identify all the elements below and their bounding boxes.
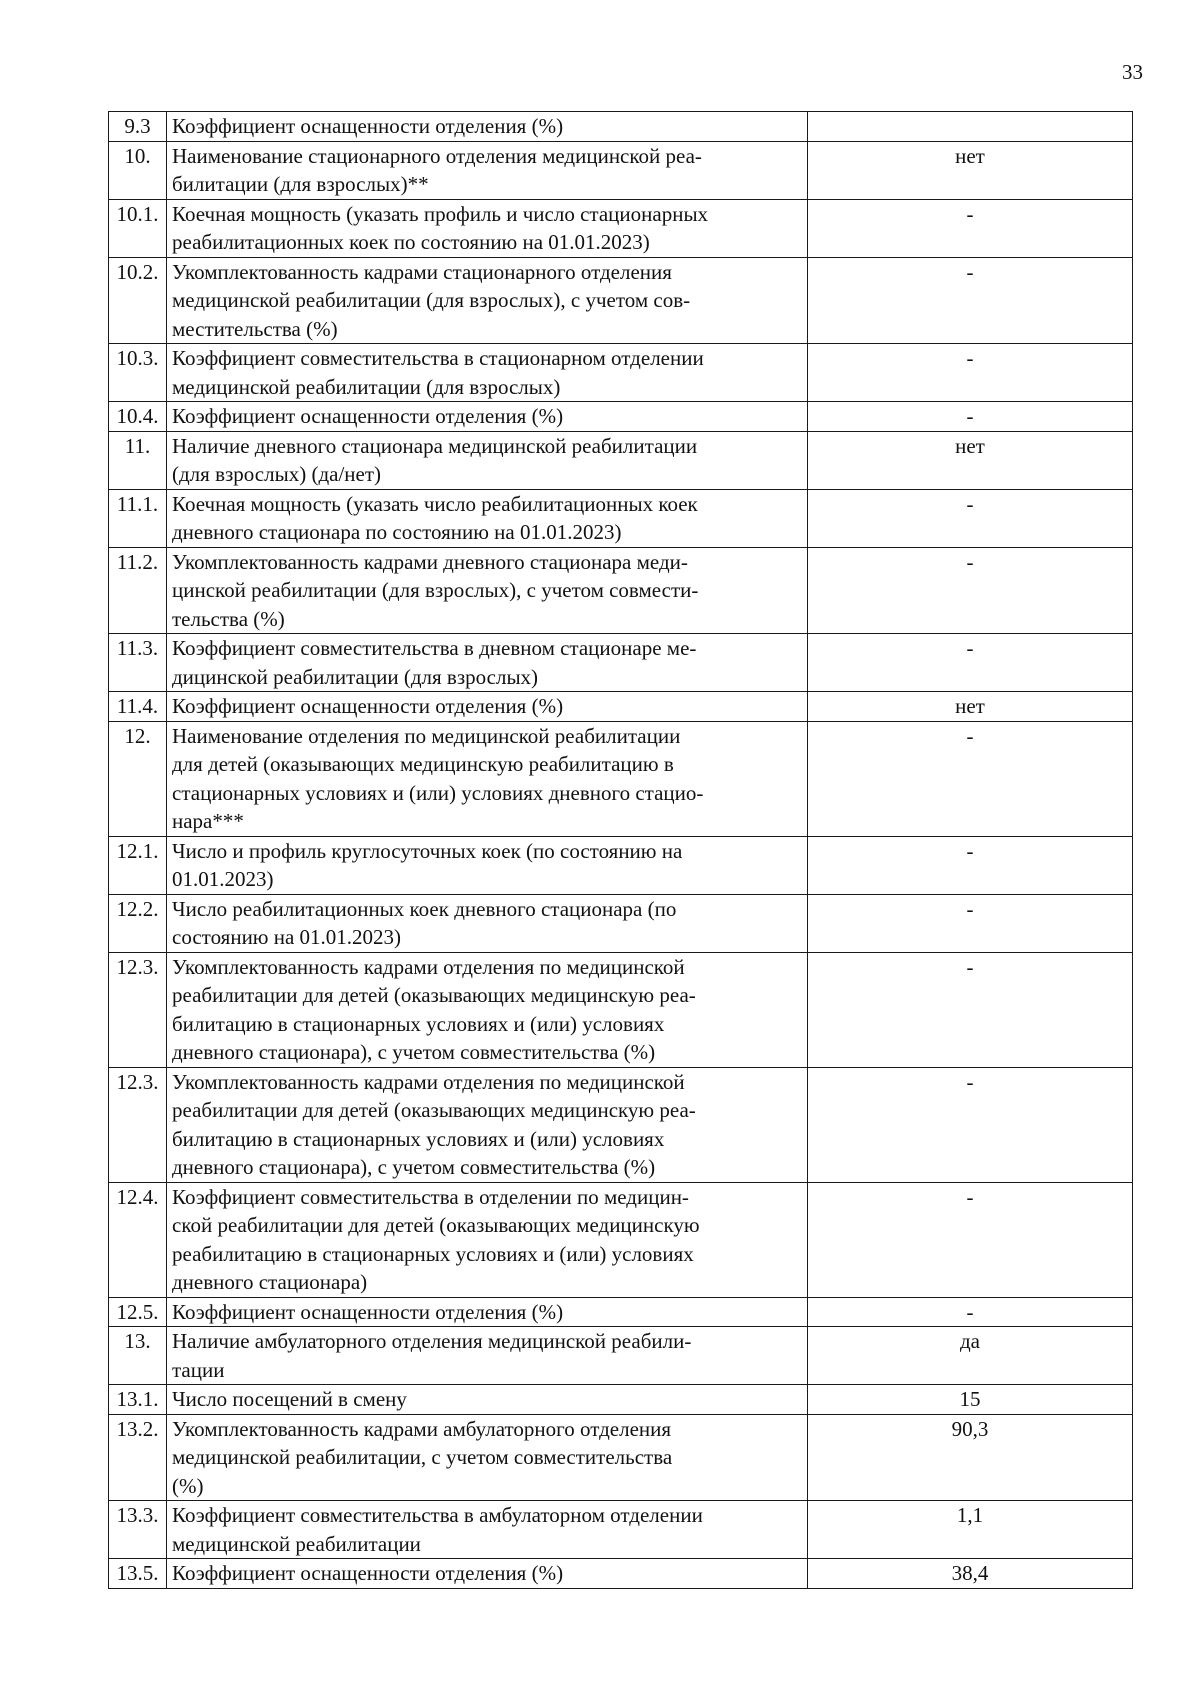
table-row [109,1297,1133,1327]
row-number: 11. [109,431,167,489]
row-description: Наличие амбулаторного отделения медицинской реабили- тации [167,1327,808,1385]
row-value: - [808,199,1133,257]
row-value: да [808,1327,1133,1385]
row-value: - [808,1297,1133,1327]
row-value: 90,3 [808,1414,1133,1501]
row-value: - [808,1182,1133,1297]
table-row [109,1067,1133,1182]
row-value: - [808,402,1133,432]
table-row [109,402,1133,432]
table-row [109,257,1133,344]
row-description: Число и профиль круглосуточных коек (по состоянию на 01.01.2023) [167,836,808,894]
row-number: 11.4. [109,692,167,722]
row-value: 15 [808,1385,1133,1415]
row-number: 11.2. [109,547,167,634]
table-row [109,952,1133,1067]
row-description: Коэффициент совместительства в отделении по медицин- ской реабилитации для детей (оказывающих медицинскую реабилитацию в стационарных условиях и (или) условиях дневного стационара) [167,1182,808,1297]
row-value [808,112,1133,142]
row-description: Коечная мощность (указать число реабилитационных коек дневного стационара по состоянию на 01.01.2023) [167,489,808,547]
row-value: - [808,1067,1133,1182]
table-row [109,1327,1133,1385]
page-number: 33 [1122,60,1143,84]
table-row [109,547,1133,634]
row-description: Коэффициент оснащенности отделения (%) [167,1559,808,1589]
row-description: Коэффициент оснащенности отделения (%) [167,692,808,722]
table-row [109,1501,1133,1559]
row-value: нет [808,431,1133,489]
row-number: 10.2. [109,257,167,344]
row-number: 12.2. [109,894,167,952]
row-value: - [808,836,1133,894]
table-row [109,141,1133,199]
row-value: - [808,721,1133,836]
table-row [109,1385,1133,1415]
table-body [109,112,1133,1589]
row-description: Коэффициент оснащенности отделения (%) [167,112,808,142]
table-row [109,199,1133,257]
row-number: 12. [109,721,167,836]
row-value: нет [808,141,1133,199]
row-number: 12.5. [109,1297,167,1327]
row-number: 10. [109,141,167,199]
row-description: Наличие дневного стационара медицинской реабилитации (для взрослых) (да/нет) [167,431,808,489]
row-value: - [808,952,1133,1067]
table-row [109,112,1133,142]
row-number: 9.3 [109,112,167,142]
row-description: Укомплектованность кадрами отделения по медицинской реабилитации для детей (оказывающих медицинскую реа- билитацию в стационарных условиях и (или) условиях дневного стационара), с учетом совместительства (%) [167,1067,808,1182]
row-description: Коэффициент совместительства в дневном стационаре ме- дицинской реабилитации (для взрослых) [167,634,808,692]
table-row [109,1182,1133,1297]
row-number: 12.1. [109,836,167,894]
row-number: 10.1. [109,199,167,257]
row-description: Число посещений в смену [167,1385,808,1415]
row-number: 10.4. [109,402,167,432]
row-number: 12.3. [109,952,167,1067]
table-row [109,489,1133,547]
table-row [109,692,1133,722]
row-value: - [808,257,1133,344]
row-description: Число реабилитационных коек дневного стационара (по состоянию на 01.01.2023) [167,894,808,952]
row-value: 38,4 [808,1559,1133,1589]
row-value: нет [808,692,1133,722]
row-description: Укомплектованность кадрами амбулаторного отделения медицинской реабилитации, с учетом совместительства (%) [167,1414,808,1501]
table-row [109,721,1133,836]
row-number: 13. [109,1327,167,1385]
row-number: 10.3. [109,344,167,402]
row-value: - [808,894,1133,952]
row-number: 12.4. [109,1182,167,1297]
row-value: - [808,547,1133,634]
rehabilitation-indicators-table [108,111,1133,1589]
row-value: 1,1 [808,1501,1133,1559]
row-description: Укомплектованность кадрами стационарного отделения медицинской реабилитации (для взрослых), с учетом сов- местительства (%) [167,257,808,344]
row-number: 13.5. [109,1559,167,1589]
table-row [109,1559,1133,1589]
row-description: Укомплектованность кадрами дневного стационара меди- цинской реабилитации (для взрослых), с учетом совмести- тельства (%) [167,547,808,634]
table-row [109,894,1133,952]
row-description: Коэффициент оснащенности отделения (%) [167,1297,808,1327]
row-value: - [808,344,1133,402]
table-row [109,1414,1133,1501]
row-number: 11.3. [109,634,167,692]
row-number: 13.1. [109,1385,167,1415]
row-number: 12.3. [109,1067,167,1182]
row-number: 13.3. [109,1501,167,1559]
row-value: - [808,634,1133,692]
row-description: Укомплектованность кадрами отделения по медицинской реабилитации для детей (оказывающих медицинскую реа- билитацию в стационарных условиях и (или) условиях дневного стационара), с учетом совместительства (%) [167,952,808,1067]
row-description: Коечная мощность (указать профиль и число стационарных реабилитационных коек по состоянию на 01.01.2023) [167,199,808,257]
table-row [109,431,1133,489]
table-row [109,634,1133,692]
table-row [109,836,1133,894]
row-description: Наименование стационарного отделения медицинской реа- билитации (для взрослых)** [167,141,808,199]
row-number: 11.1. [109,489,167,547]
row-description: Наименование отделения по медицинской реабилитации для детей (оказывающих медицинскую реабилитацию в стационарных условиях и (или) условиях дневного стацио- нара*** [167,721,808,836]
table-row [109,344,1133,402]
row-description: Коэффициент оснащенности отделения (%) [167,402,808,432]
row-description: Коэффициент совместительства в стационарном отделении медицинской реабилитации (для взрослых) [167,344,808,402]
row-value: - [808,489,1133,547]
row-number: 13.2. [109,1414,167,1501]
row-description: Коэффициент совместительства в амбулаторном отделении медицинской реабилитации [167,1501,808,1559]
